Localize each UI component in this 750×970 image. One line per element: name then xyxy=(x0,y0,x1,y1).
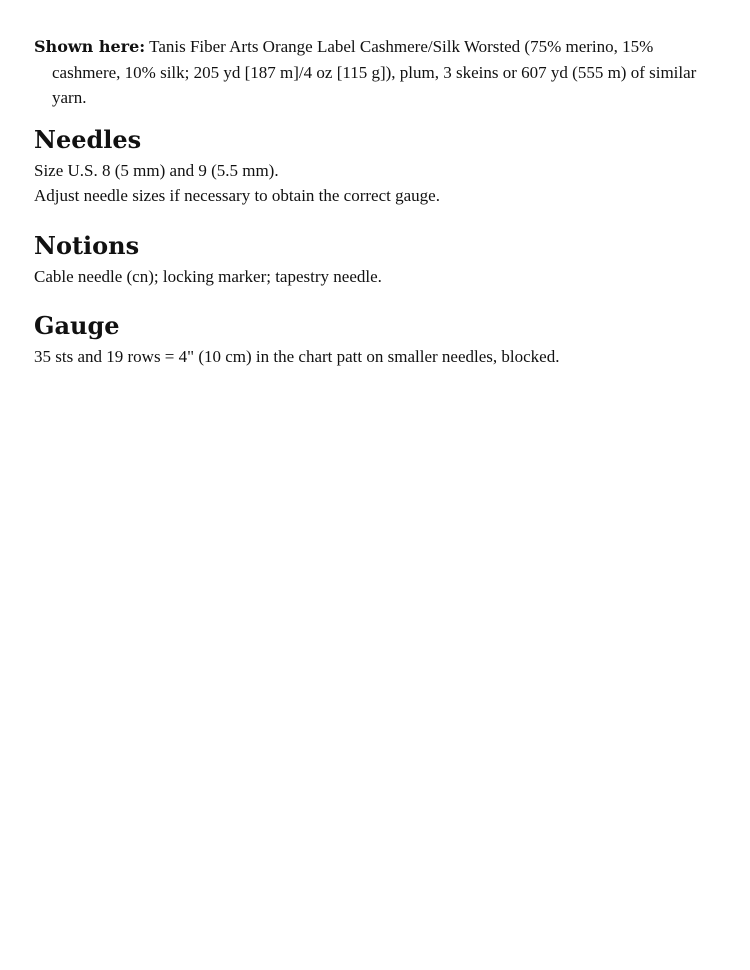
notions-text: Cable needle (cn); locking marker; tapestry needle. xyxy=(34,266,382,286)
needles-size-line: Size U.S. 8 (5 mm) and 9 (5.5 mm). xyxy=(34,160,279,180)
shown-here-label: Shown here: xyxy=(34,37,146,56)
shown-here-text: Tanis Fiber Arts Orange Label Cashmere/Silk Worsted (75% merino, 15% cashmere, 10% silk; 205 yd [187 m]/4 oz [115 g]), plum, 3 skeins or 607 yd (555 m) of similar yarn. xyxy=(52,37,697,107)
shown-here-paragraph xyxy=(34,34,724,111)
gauge-text: 35 sts and 19 rows = 4" (10 cm) in the chart patt on smaller needles, blocked. xyxy=(34,347,560,366)
notions-heading: Notions xyxy=(34,230,140,260)
needles-heading: Needles xyxy=(34,124,142,154)
needles-adjust-line: Adjust needle sizes if necessary to obtain the correct gauge. xyxy=(34,186,440,205)
document-page xyxy=(34,34,724,370)
gauge-heading: Gauge xyxy=(34,311,120,340)
